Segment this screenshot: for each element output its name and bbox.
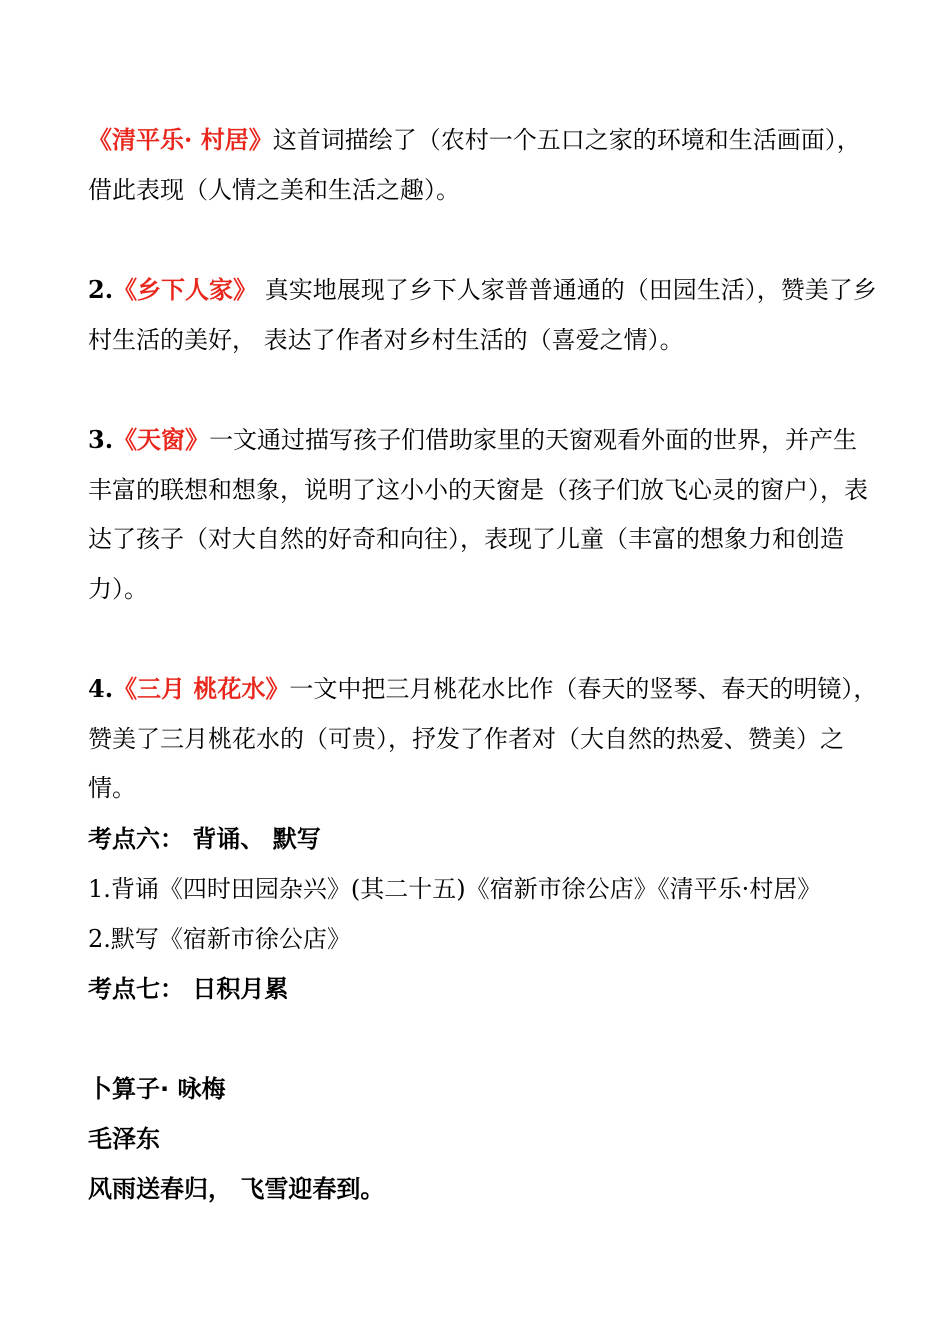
paragraph-item-4	[88, 664, 878, 814]
item-2-number: 2.	[88, 275, 114, 304]
section-7-heading: 考点七： 日积月累	[88, 974, 289, 1003]
document-page	[88, 115, 878, 1214]
poem-author: 毛泽东	[88, 1124, 160, 1153]
section-6-line-1: 1.背诵《四时田园杂兴》(其二十五)《宿新市徐公店》《清平乐·村居》	[88, 874, 822, 903]
poem-line-1: 风雨送春归， 飞雪迎春到。	[88, 1174, 385, 1203]
item-4-number: 4.	[88, 674, 114, 703]
item-3-title: 《天窗》	[113, 425, 210, 454]
item-1-text: 这首词描绘了（农村一个五口之家的环境和生活画面），借此表现（人情之美和生活之趣）。	[88, 126, 861, 204]
section-6-line-2: 2.默写《宿新市徐公店》	[88, 924, 351, 953]
item-2-title: 《乡下人家》	[113, 275, 258, 304]
item-4-text: 一文中把三月桃花水比作（春天的竖琴、春天的明镜），赞美了三月桃花水的（可贵），抒发了作者对（大自然的热爱、赞美）之情。	[88, 675, 878, 802]
item-3-number: 3.	[88, 425, 114, 454]
poem-title: 卜算子· 咏梅	[88, 1074, 226, 1103]
item-3-text: 一文通过描写孩子们借助家里的天窗观看外面的世界，并产生丰富的联想和想象，说明了这小小的天窗是（孩子们放飞心灵的窗户），表达了孩子（对大自然的好奇和向往），表现了儿童（丰富的想象力和创造力）。	[88, 426, 868, 603]
item-4-title: 《三月 桃花水》	[113, 674, 290, 703]
section-6-heading: 考点六： 背诵、 默写	[88, 824, 321, 853]
paragraph-item-2	[88, 265, 878, 365]
item-1-title: 《清平乐· 村居》	[88, 125, 273, 154]
paragraph-item-3	[88, 415, 878, 614]
paragraph-item-1	[88, 115, 878, 215]
item-2-text: 真实地展现了乡下人家普普通通的（田园生活），赞美了乡村生活的美好， 表达了作者对乡村生活的（喜爱之情）。	[88, 276, 877, 354]
